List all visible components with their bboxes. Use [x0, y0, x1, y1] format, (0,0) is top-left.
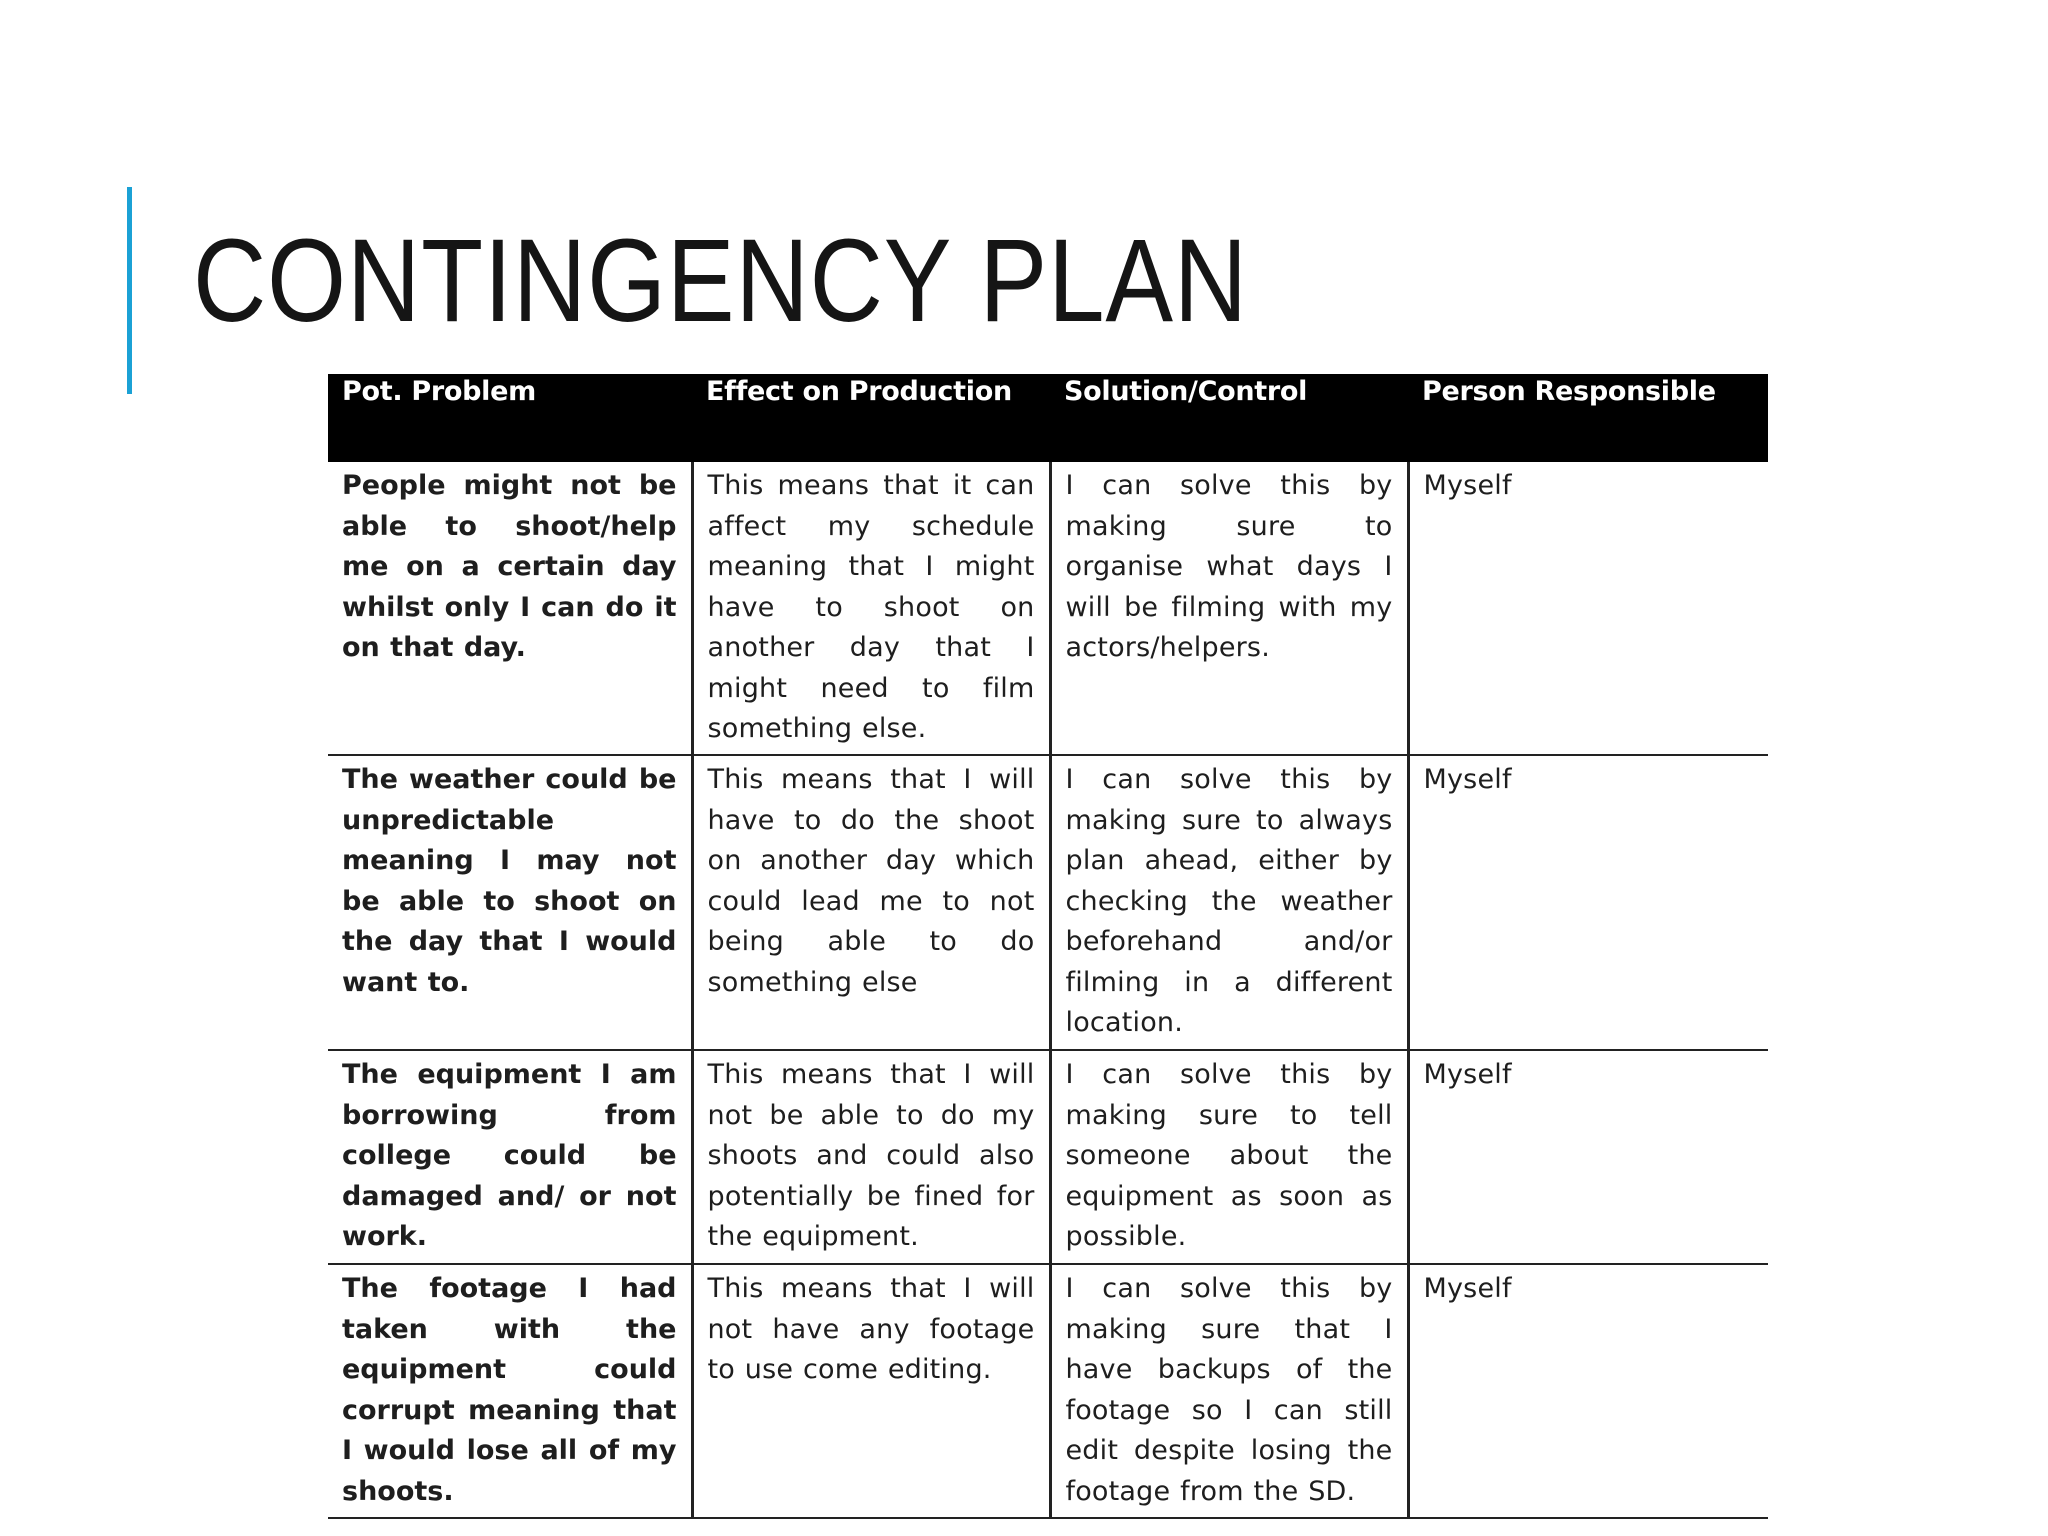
slide-title: CONTINGENCY PLAN [193, 215, 1249, 347]
contingency-plan-table [328, 374, 1768, 1519]
cell-effect: This means that I will have to do the shoot on another day which could lead me to not being able to do something else [692, 755, 1050, 1050]
cell-solution: I can solve this by making sure to always plan ahead, either by checking the weather beforehand and/or filming in a different location. [1050, 755, 1408, 1050]
cell-solution: I can solve this by making sure to organise what days I will be filming with my actors/helpers. [1050, 462, 1408, 755]
cell-effect: This means that I will not be able to do my shoots and could also potentially be fined for the equipment. [692, 1050, 1050, 1264]
cell-person: Myself [1408, 755, 1768, 1050]
cell-problem: The weather could be unpredictable meaning I may not be able to shoot on the day that I would want to. [328, 755, 692, 1050]
header-pot-problem: Pot. Problem [328, 374, 692, 462]
contingency-table-wrapper [328, 374, 1768, 1519]
cell-person: Myself [1408, 1264, 1768, 1518]
cell-effect: This means that it can affect my schedule meaning that I might have to shoot on another day that I might need to film something else. [692, 462, 1050, 755]
cell-effect: This means that I will not have any footage to use come editing. [692, 1264, 1050, 1518]
cell-solution: I can solve this by making sure to tell someone about the equipment as soon as possible. [1050, 1050, 1408, 1264]
header-effect-on-production: Effect on Production [692, 374, 1050, 462]
title-accent-bar [127, 187, 132, 394]
table-row [328, 755, 1768, 1050]
table-row [328, 1264, 1768, 1518]
table-header-row [328, 374, 1768, 462]
cell-solution: I can solve this by making sure that I have backups of the footage so I can still edit despite losing the footage from the SD. [1050, 1264, 1408, 1518]
cell-problem: People might not be able to shoot/help me on a certain day whilst only I can do it on that day. [328, 462, 692, 755]
table-row [328, 1050, 1768, 1264]
cell-problem: The equipment I am borrowing from college could be damaged and/ or not work. [328, 1050, 692, 1264]
cell-problem: The footage I had taken with the equipment could corrupt meaning that I would lose all of my shoots. [328, 1264, 692, 1518]
cell-person: Myself [1408, 462, 1768, 755]
header-person-responsible: Person Responsible [1408, 374, 1768, 462]
cell-person: Myself [1408, 1050, 1768, 1264]
table-row [328, 462, 1768, 755]
header-solution-control: Solution/Control [1050, 374, 1408, 462]
